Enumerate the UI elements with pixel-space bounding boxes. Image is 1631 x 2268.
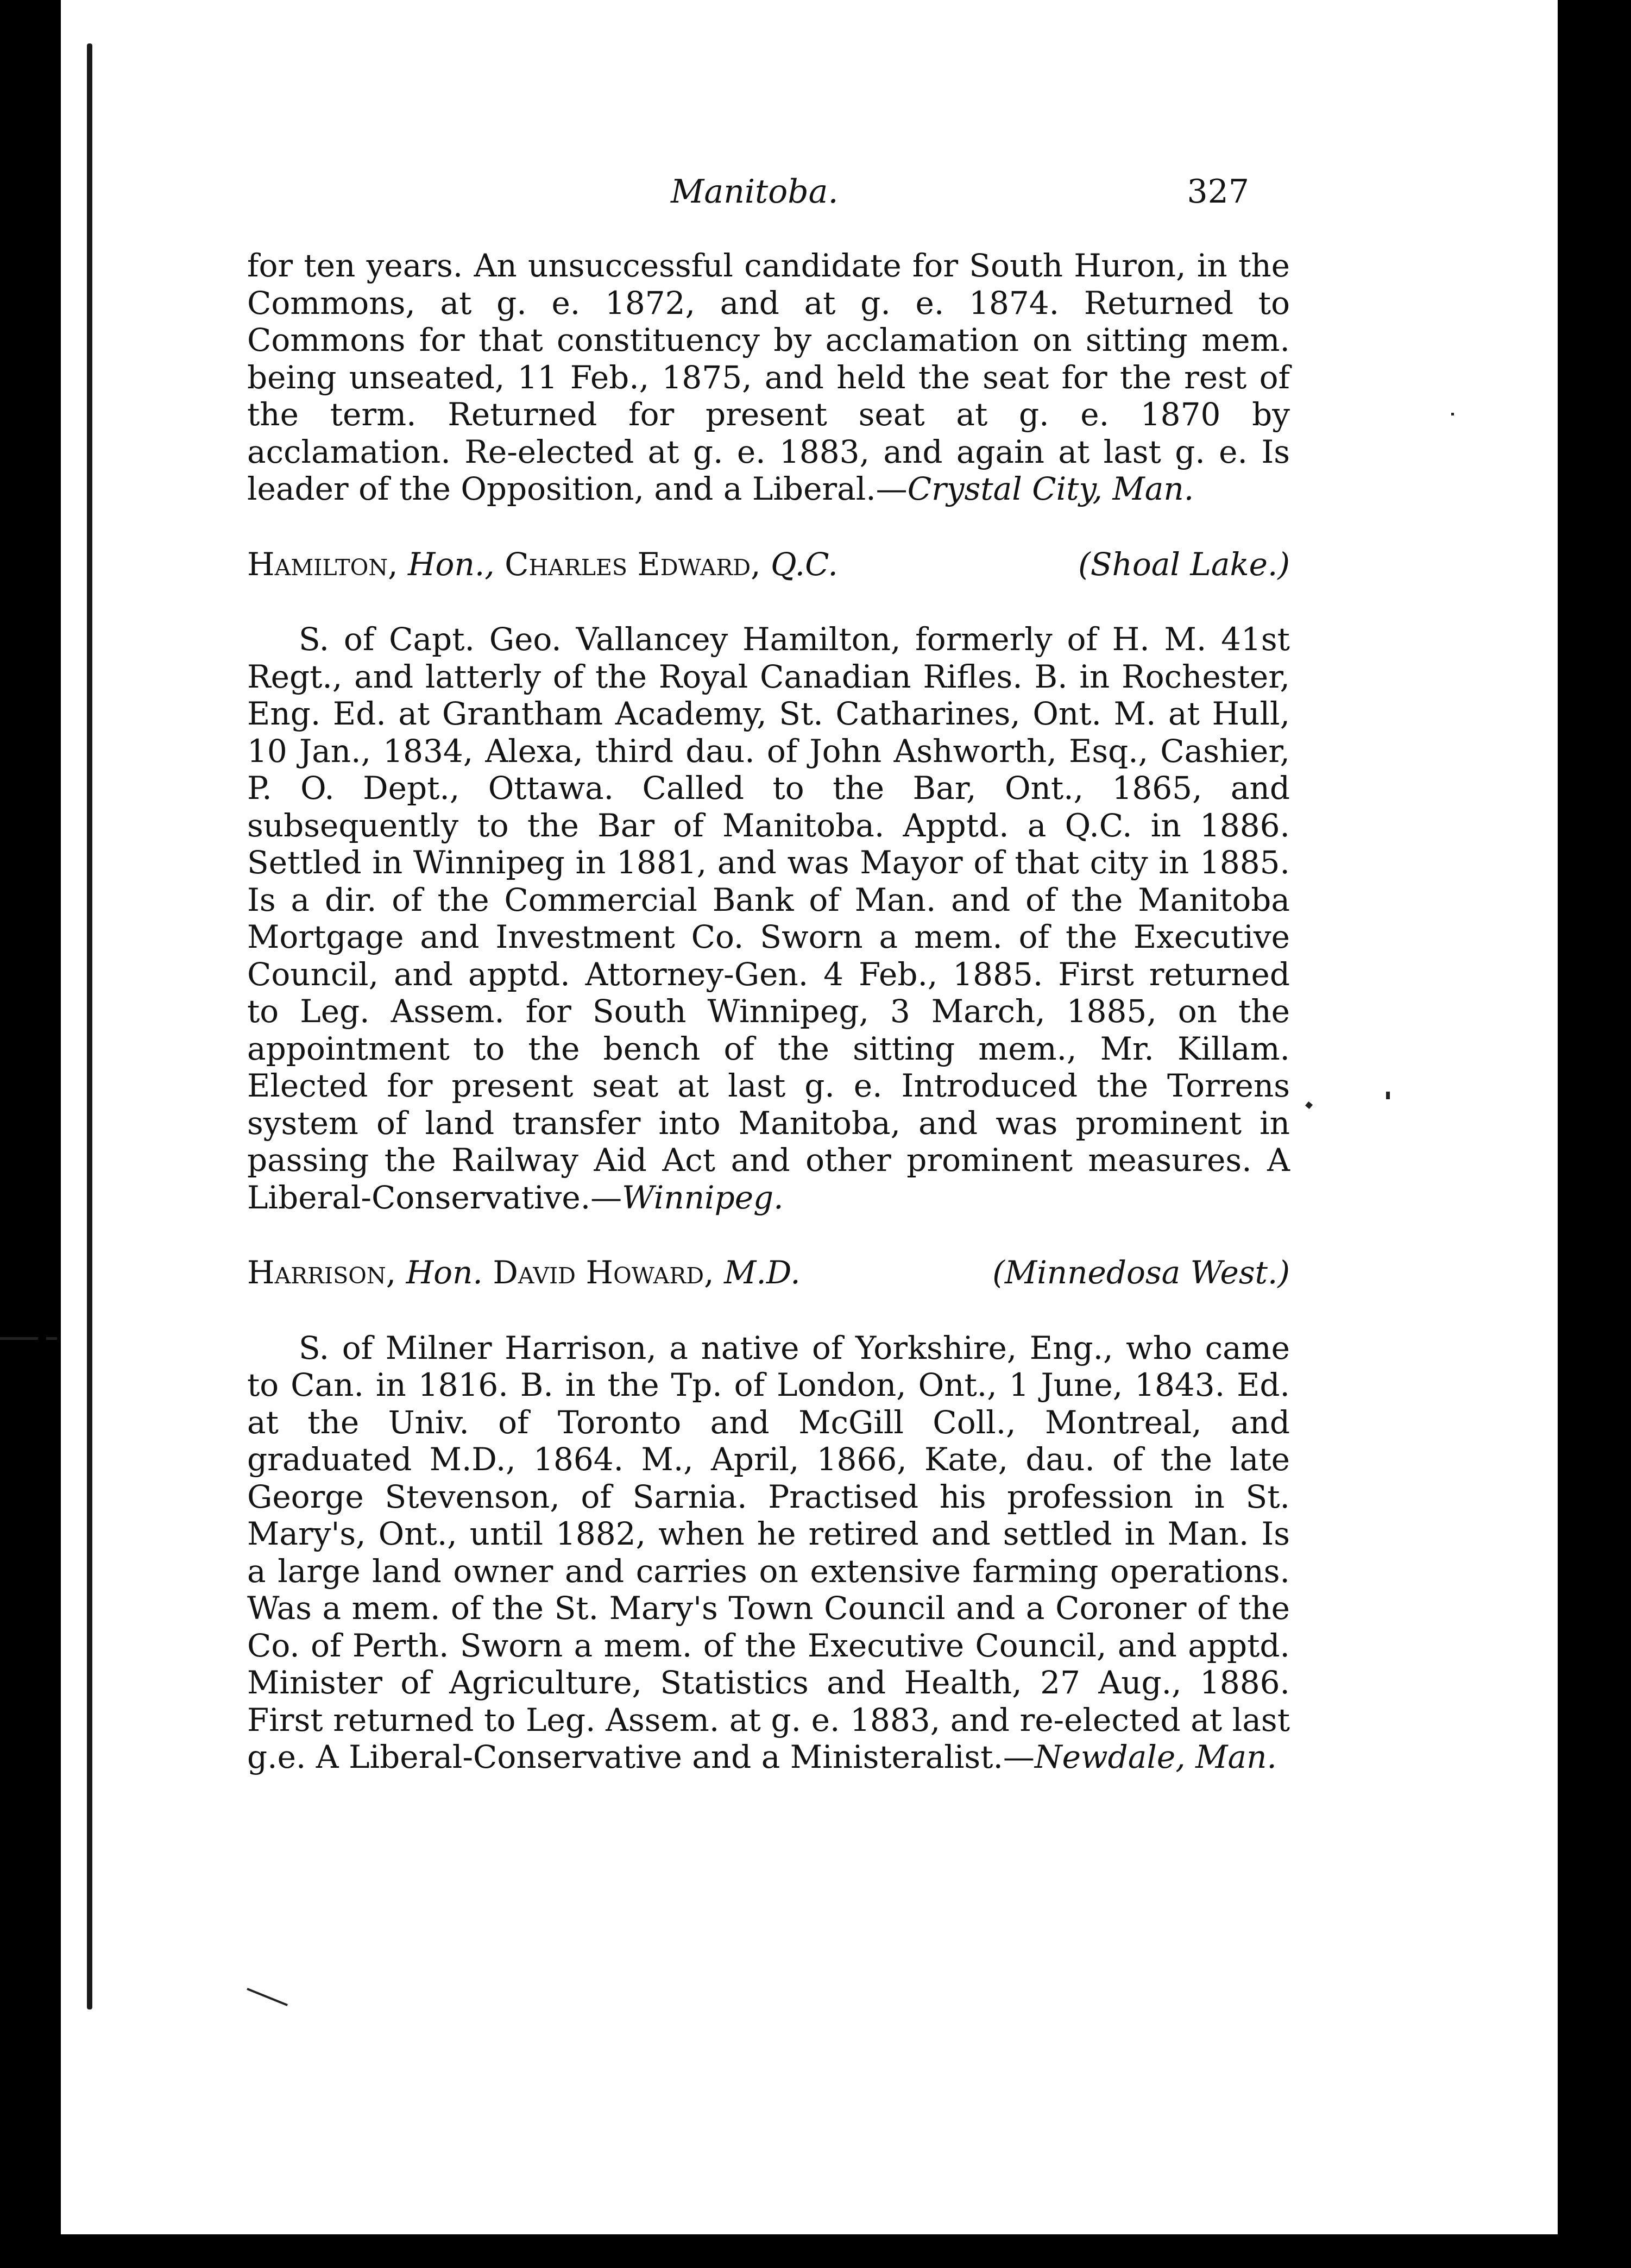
continuation-text: for ten years. An unsuccessful candidate for South Huron, in the Commons, at g. e. 1872, and at g. e. 1874. Returned to Commons for that constituency by acclamation on sitting mem. being unseated, 11 Feb., 1875, and held the seat for the rest of the term. Returned for present seat at g. e. 1870 by acclamation. Re-elected at g. e. 1883, and again at last g. e. Is leader of the Opposition, and a Liberal.— — [247, 247, 1290, 507]
page-body — [247, 247, 1290, 1776]
stray-dot-mark — [1451, 413, 1454, 415]
entry-heading-hamilton — [247, 546, 1290, 583]
entry-biography-harrison — [247, 1330, 1290, 1776]
stray-dash-mark — [0, 1337, 38, 1340]
entry-title: M.D. — [724, 1254, 801, 1291]
entry-residence: Newdale, Man. — [1034, 1738, 1277, 1775]
scan-border-right — [1558, 0, 1631, 2268]
stray-dot-mark — [1386, 1092, 1390, 1099]
entry-constituency: (Minnedosa West.) — [992, 1254, 1290, 1291]
scan-border-left — [0, 0, 61, 2268]
entry-text: S. of Milner Harrison, a native of Yorkshire, Eng., who came to Can. in 1816. B. in the Tp. of London, Ont., 1 June, 1843. Ed. at the Univ. of Toronto and McGill Coll., Montreal, and graduated M.D., 1864. M., April, 1866, Kate, dau. of the late George Stevenson, of Sarnia. Practised his profession in St. Mary's, Ont., until 1882, when he retired and settled in Man. Is a large land owner and carries on extensive farming operations. Was a mem. of the St. Mary's Town Council and a Coroner of the Co. of Perth. Sworn a mem. of the Executive Council, and apptd. Minister of Agriculture, Statistics and Health, 27 Aug., 1886. First returned to Leg. Assem. at g. e. 1883, and re-elected at last g.e. A Liberal-Conservative and a Ministeralist.— — [247, 1329, 1290, 1775]
entry-constituency: (Shoal Lake.) — [1078, 545, 1290, 583]
entry-honorific: Hon. — [406, 1254, 483, 1291]
stray-dot-mark — [1305, 1101, 1313, 1109]
stray-dash-mark — [46, 1337, 57, 1340]
entry-given-names: David Howard, — [493, 1254, 714, 1291]
entry-given-names: Charles Edward, — [505, 545, 761, 583]
entry-honorific: Hon., — [407, 545, 495, 583]
page-number: 327 — [1187, 173, 1249, 211]
entry-text: S. of Capt. Geo. Vallancey Hamilton, formerly of H. M. 41st Regt., and latterly of the Royal Canadian Rifles. B. in Rochester, Eng. Ed. at Grantham Academy, St. Catharines, Ont. M. at Hull, 10 Jan., 1834, Alexa, third dau. of John Ashworth, Esq., Cashier, P. O. Dept., Ottawa. Called to the Bar, Ont., 1865, and subsequently to the Bar of Manitoba. Apptd. a Q.C. in 1886. Settled in Winnipeg in 1881, and was Mayor of that city in 1885. Is a dir. of the Commercial Bank of Man. and of the Manitoba Mortgage and Investment Co. Sworn a mem. of the Executive Council, and apptd. Attorney-Gen. 4 Feb., 1885. First returned to Leg. Assem. for South Winnipeg, 3 March, 1885, on the appointment to the bench of the sitting mem., Mr. Killam. Elected for present seat at last g. e. Introduced the Torrens system of land transfer into Manitoba, and was prominent in passing the Railway Aid Act and other prominent measures. A Liberal-Conservative.— — [247, 621, 1290, 1216]
entry-surname: Harrison, — [247, 1254, 396, 1291]
entry-biography-hamilton — [247, 621, 1290, 1216]
entry-heading-harrison — [247, 1254, 1290, 1292]
stray-stroke-mark — [247, 1988, 288, 2006]
entry-surname: Hamilton, — [247, 545, 398, 583]
page-binding-edge — [87, 43, 92, 2009]
scan-border-bottom — [0, 2234, 1631, 2268]
running-head: Manitoba. — [671, 173, 839, 211]
entry-residence: Winnipeg. — [622, 1179, 784, 1216]
continuation-residence: Crystal City, Man. — [907, 470, 1194, 507]
continuation-paragraph — [247, 247, 1290, 508]
entry-title: Q.C. — [770, 545, 838, 583]
page-header — [247, 173, 1265, 227]
